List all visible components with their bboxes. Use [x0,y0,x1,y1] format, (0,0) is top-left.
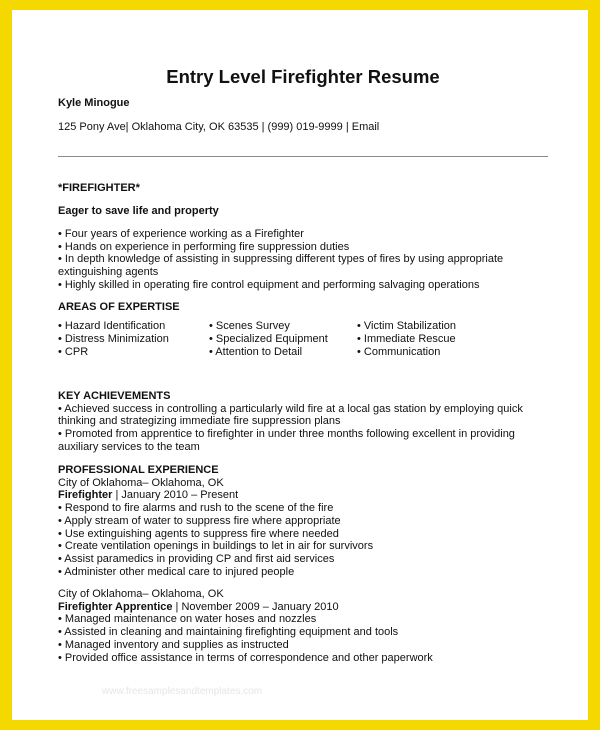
objective-bullets [58,228,548,292]
job-role: Firefighter Apprentice [58,600,173,613]
objective-tagline: Eager to save life and property [58,205,219,217]
list-item: • Use extinguishing agents to suppress fire where needed [58,527,339,540]
divider-line [58,156,548,157]
list-item: • Apply stream of water to suppress fire where appropriate [58,514,341,527]
list-item: • Promoted from apprentice to firefighter in under three months following excellent in providing [58,428,515,441]
experience-job-2 [58,588,548,664]
list-item: • Assist paramedics in providing CP and first aid services [58,552,335,565]
candidate-name: Kyle Minogue [58,97,130,109]
list-item: • Respond to fire alarms and rush to the scene of the fire [58,502,334,515]
job-dates: | November 2009 – January 2010 [172,600,339,613]
watermark-text: www.freesamplesandtemplates.com [102,686,263,697]
list-item: • Immediate Rescue [357,332,456,345]
list-item: • Specialized Equipment [209,332,328,345]
list-item: • Administer other medical care to injured people [58,565,295,578]
expertise-heading: AREAS OF EXPERTISE [58,301,180,313]
list-item: • CPR [58,345,89,358]
list-item: auxiliary services to the team [58,440,200,453]
list-item: • Attention to Detail [209,345,303,358]
resume-page [12,10,588,720]
job-employer: City of Oklahoma– Oklahoma, OK [58,476,224,489]
list-item: • Managed maintenance on water hoses and nozzles [58,613,317,626]
contact-line: 125 Pony Ave| Oklahoma City, OK 63535 | (999) 019-9999 | Email [58,121,380,133]
list-item: • Managed inventory and supplies as instructed [58,638,289,651]
job-dates: | January 2010 – Present [112,489,239,502]
list-item: • Four years of experience working as a Firefighter [58,228,304,240]
list-item: • Highly skilled in operating fire control equipment and performing salvaging operations [58,278,480,291]
list-item: • Create ventilation openings in buildings to let in air for survivors [58,540,374,553]
objective-section [58,182,548,195]
job-role: Firefighter [58,489,113,502]
job-title-line [58,601,548,614]
list-item: • Hands on experience in performing fire suppression duties [58,240,350,253]
expertise-column [58,320,209,358]
list-item: • Communication [357,345,441,358]
expertise-column [209,320,357,358]
experience-section [58,464,548,578]
expertise-grid [58,320,548,358]
achievements-section [58,390,548,454]
list-item: • Achieved success in controlling a particularly wild fire at a local gas station by employing quick [58,402,523,415]
page-title: Entry Level Firefighter Resume [166,66,440,87]
objective-heading: *FIREFIGHTER* [58,182,140,194]
job-title-line [58,489,548,502]
list-item: thinking and strategizing immediate fire suppression plans [58,415,341,428]
job-employer: City of Oklahoma– Oklahoma, OK [58,588,224,600]
achievements-heading: KEY ACHIEVEMENTS [58,390,171,402]
expertise-column [357,320,547,358]
list-item: extinguishing agents [58,266,159,279]
list-item: • In depth knowledge of assisting in suppressing different types of fires by using appropriate [58,253,504,266]
experience-heading: PROFESSIONAL EXPERIENCE [58,464,219,476]
list-item: • Distress Minimization [58,332,169,345]
list-item: • Provided office assistance in terms of correspondence and other paperwork [58,651,433,664]
list-item: • Assisted in cleaning and maintaining firefighting equipment and tools [58,626,399,639]
objective-tagline-block [58,205,548,218]
list-item: • Hazard Identification [58,320,166,332]
list-item: • Scenes Survey [209,320,290,332]
list-item: • Victim Stabilization [357,320,457,332]
